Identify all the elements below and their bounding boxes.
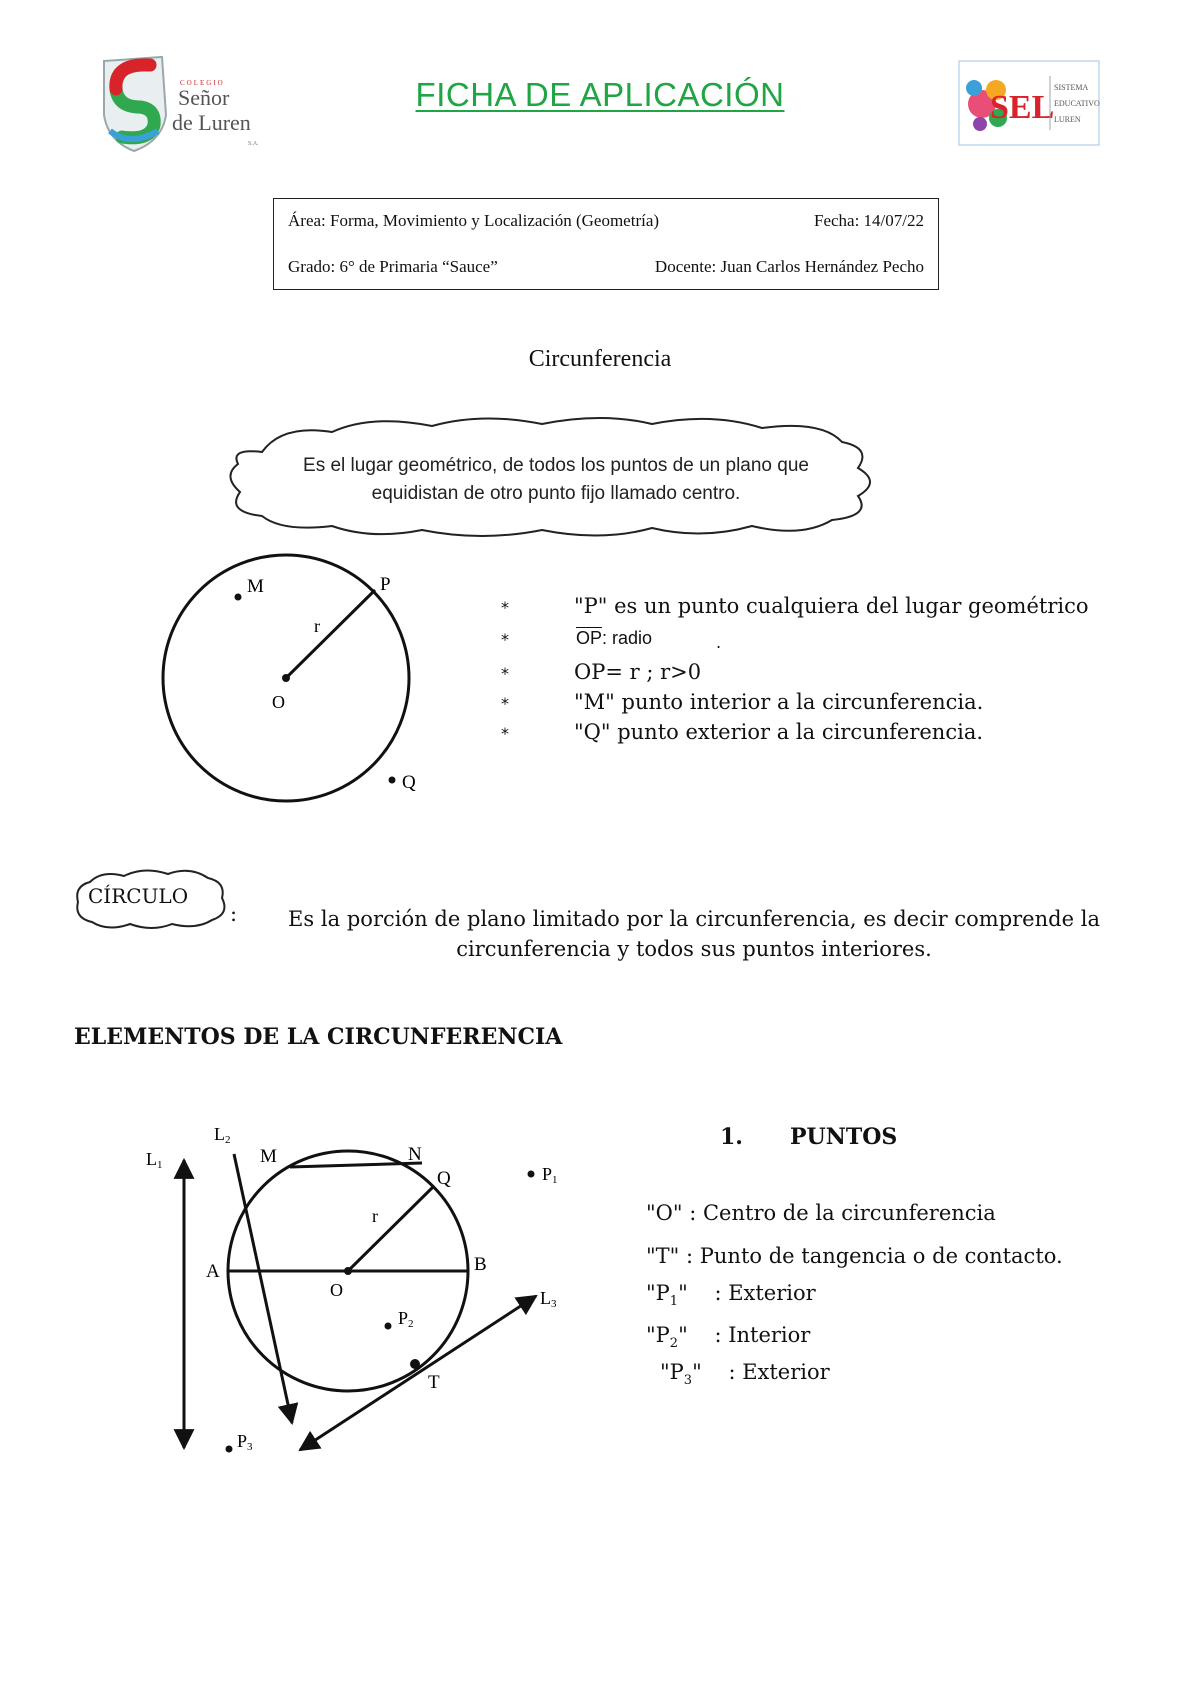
label-n: N <box>408 1144 422 1165</box>
punto-sub: 2 <box>669 1336 679 1352</box>
tangent-point-dot <box>410 1359 420 1369</box>
point-m-dot <box>235 594 242 601</box>
section-title: Circunferencia <box>528 346 672 372</box>
bullet-q-text: "Q" punto exterior a la circunferencia. <box>574 720 984 744</box>
label-p2: P2 <box>398 1308 414 1330</box>
punto-key: "O" <box>646 1201 683 1225</box>
bullet-star: * <box>501 664 509 683</box>
label-p: P <box>380 574 391 595</box>
punto-desc: : Exterior <box>728 1360 830 1384</box>
school-logo-small: COLEGIO <box>180 79 225 87</box>
label-o2: O <box>330 1280 343 1300</box>
teacher-text: Docente: Juan Carlos Hernández Pecho <box>654 257 924 276</box>
circulo-label: CÍRCULO <box>88 884 189 908</box>
bullet-star: * <box>501 694 509 713</box>
punto-sub: 1 <box>669 1294 679 1310</box>
system-logo-line1: SISTEMA <box>1054 83 1089 92</box>
punto-item <box>646 1244 1063 1268</box>
elements-heading: ELEMENTOS DE LA CIRCUNFERENCIA <box>74 1024 563 1050</box>
punto-item <box>646 1281 816 1309</box>
label-r: r <box>314 616 320 636</box>
system-logo-line2: EDUCATIVO <box>1054 99 1100 108</box>
label-q: Q <box>402 772 416 793</box>
label-l2: L2 <box>214 1124 231 1146</box>
bullet-p-text: "P" es un punto cualquiera del lugar geométrico <box>574 594 1089 618</box>
label-r2: r <box>372 1206 378 1226</box>
punto-item <box>660 1360 830 1388</box>
cloud-line-1: Es el lugar geométrico, de todos los puntos de un plano que <box>303 455 809 476</box>
punto-item <box>646 1323 810 1351</box>
line-l2 <box>234 1154 292 1423</box>
punto-sub: 3 <box>683 1373 693 1389</box>
punto-close: " <box>678 1323 688 1347</box>
page-title: FICHA DE APLICACIÓN <box>415 76 785 113</box>
punto-key: "P <box>646 1323 670 1347</box>
punto-close: " <box>678 1281 688 1305</box>
school-logo-tag: S.A. <box>248 141 259 147</box>
area-text: Área: Forma, Movimiento y Localización (Geometría) <box>288 211 660 230</box>
label-m2: M <box>260 1146 277 1167</box>
cloud-line-2: equidistan de otro punto fijo llamado centro. <box>371 483 741 504</box>
circulo-definition: Es la porción de plano limitado por la circunferencia, es decir comprende la circunferencia y todos sus puntos interiores. <box>288 907 1100 961</box>
puntos-heading: PUNTOS <box>790 1124 898 1150</box>
system-logo-line3: LUREN <box>1054 115 1081 124</box>
grade-text: Grado: 6° de Primaria “Sauce” <box>288 257 498 276</box>
bullet-star: * <box>501 598 509 617</box>
punto-desc: : Centro de la circunferencia <box>689 1201 996 1225</box>
school-logo-line2: de Luren <box>172 110 251 135</box>
system-logo-letters: SEL <box>990 89 1055 126</box>
label-l3: L3 <box>540 1288 557 1310</box>
bullet-star: * <box>501 630 509 649</box>
punto-key: "P <box>660 1360 684 1384</box>
center-o-dot <box>344 1267 352 1275</box>
point-p1-dot <box>528 1171 535 1178</box>
op-overline: $\overline{OP}$ <box>576 628 603 648</box>
puntos-number: 1. <box>720 1124 743 1150</box>
bullet-star: * <box>501 724 509 743</box>
punto-desc: : Exterior <box>714 1281 816 1305</box>
info-box <box>273 198 939 290</box>
school-logo-line1: Señor <box>178 85 230 110</box>
stray-dot: . <box>716 633 722 652</box>
cloud-text <box>262 452 850 508</box>
label-q2: Q <box>437 1168 451 1189</box>
elements-diagram <box>140 1110 600 1460</box>
line-l3-tangent <box>300 1296 536 1450</box>
date-text: Fecha: 14/07/22 <box>813 211 924 230</box>
punto-item <box>646 1201 996 1225</box>
point-q-dot <box>389 777 396 784</box>
chord-mn <box>290 1163 422 1167</box>
label-p3: P3 <box>237 1431 253 1453</box>
label-p1: P1 <box>542 1164 558 1186</box>
op-radio-text: : radio <box>602 628 653 648</box>
label-m: M <box>247 576 264 597</box>
center-dot <box>282 674 290 682</box>
punto-key: "T" <box>646 1244 680 1268</box>
label-a: A <box>206 1261 220 1282</box>
circulo-colon: : <box>230 902 238 926</box>
label-t: T <box>428 1372 440 1393</box>
bullet-op-r: OP= r ; r>0 <box>574 660 702 684</box>
point-p2-dot <box>385 1323 392 1330</box>
system-logo <box>958 60 1100 146</box>
bullet-m-text: "M" punto interior a la circunferencia. <box>574 690 984 714</box>
radius-oq <box>348 1186 434 1271</box>
label-b: B <box>474 1254 487 1275</box>
bullet-op-radio <box>576 628 652 649</box>
punto-desc: : Interior <box>714 1323 811 1347</box>
label-o: O <box>272 692 285 712</box>
punto-close: " <box>692 1360 702 1384</box>
punto-desc: : Punto de tangencia o de contacto. <box>686 1244 1063 1268</box>
punto-key: "P <box>646 1281 670 1305</box>
circumference-diagram <box>150 548 450 808</box>
point-p3-dot <box>226 1446 233 1453</box>
label-l1: L1 <box>146 1149 163 1171</box>
radius-op <box>286 590 375 678</box>
